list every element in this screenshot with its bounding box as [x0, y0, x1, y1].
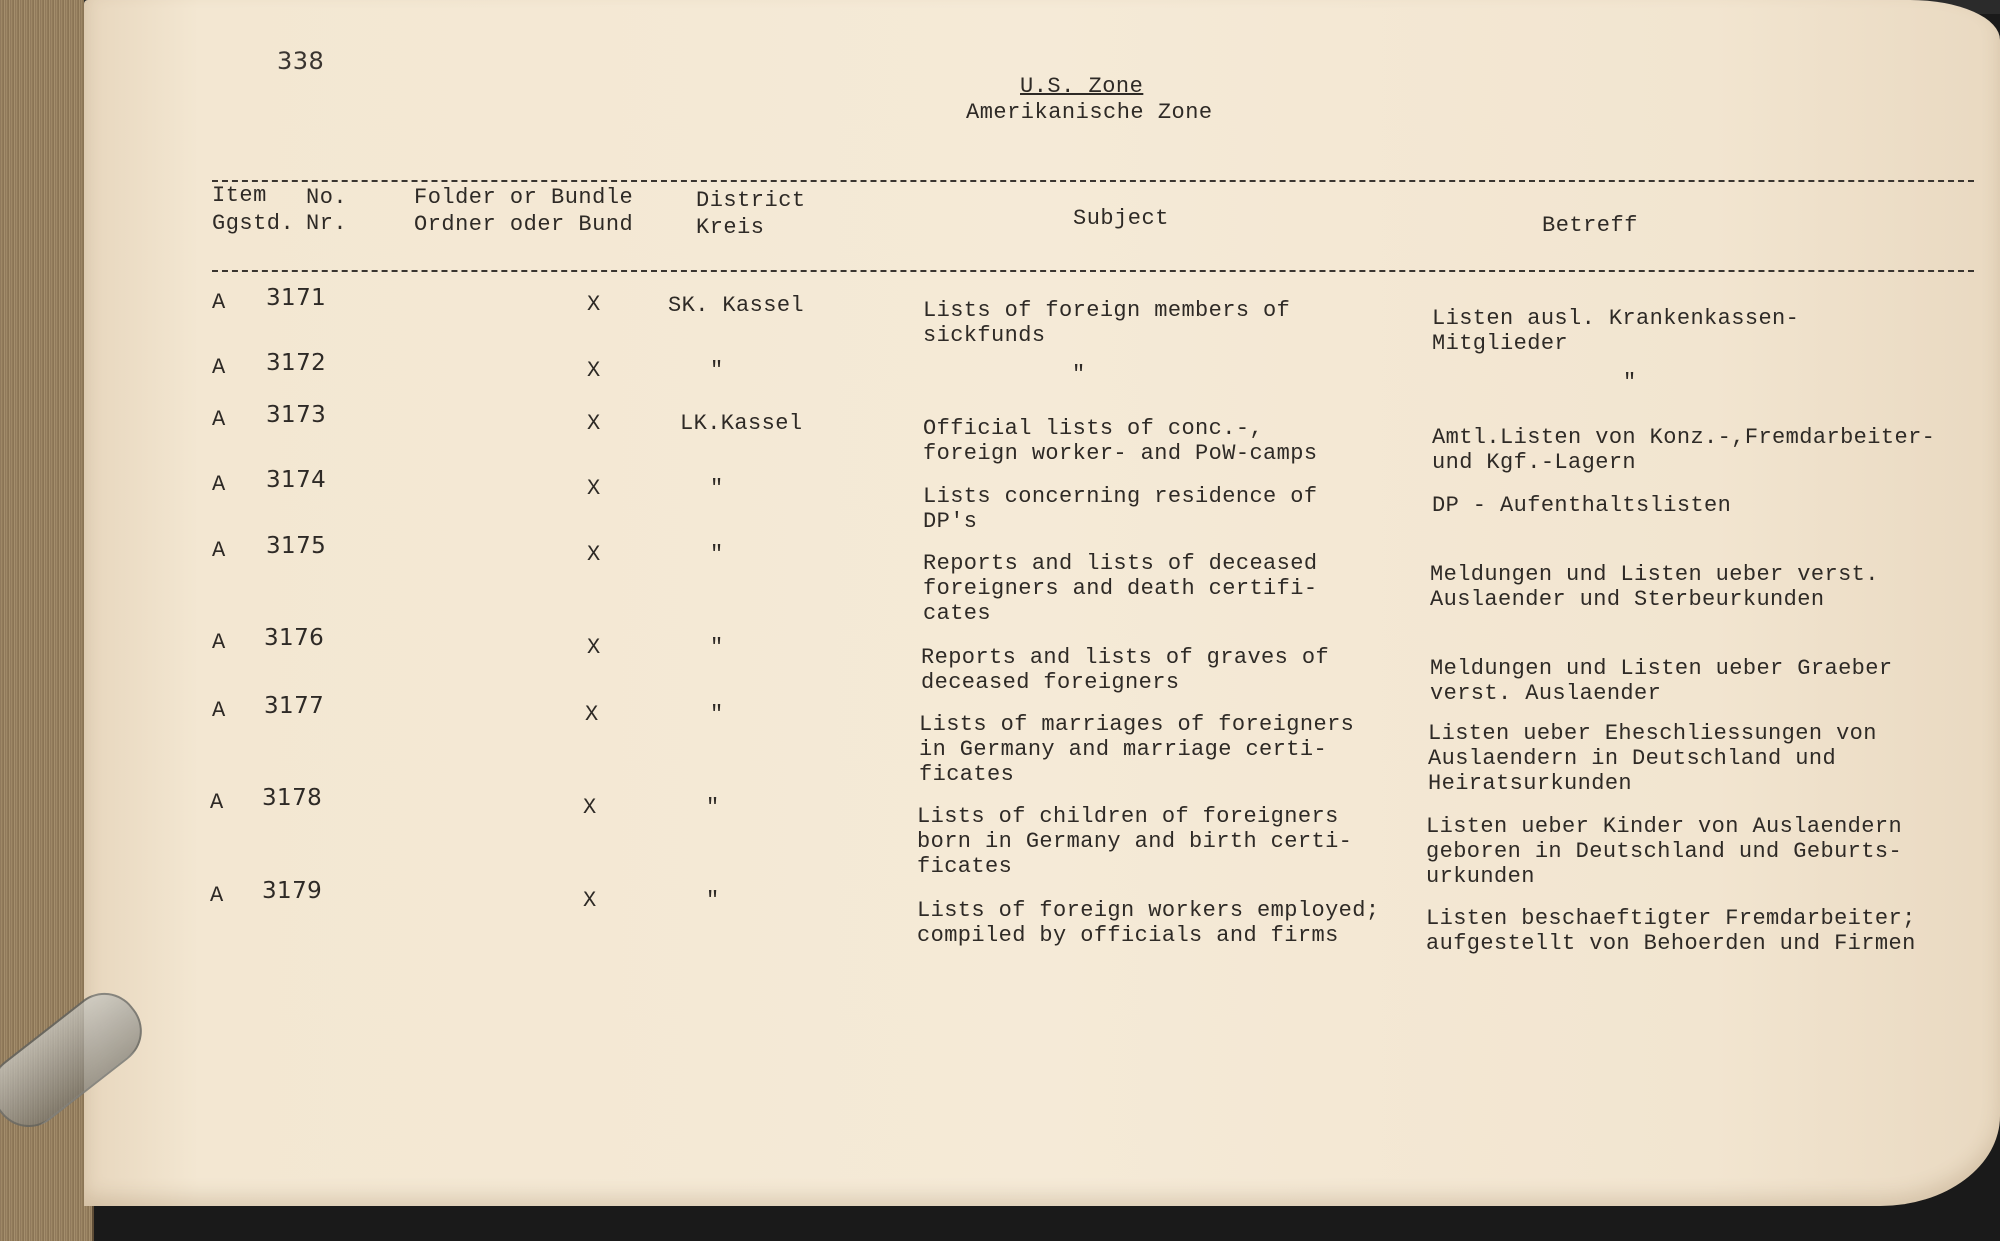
header-no-de: Nr. [306, 211, 348, 236]
page-subtitle: Amerikanische Zone [966, 100, 1213, 125]
row-3178-betreff: Listen ueber Kinder von Auslaendern geboren in Deutschland und Geburts- urkunden [1426, 814, 1903, 889]
row-3177-folder: X [585, 702, 599, 727]
row-3176-folder: X [587, 635, 601, 660]
row-3172-district: " [710, 358, 724, 383]
row-3172-folder: X [587, 358, 601, 383]
row-3178-district: " [706, 795, 720, 820]
row-3173-folder: X [587, 411, 601, 436]
page-title: U.S. Zone [1020, 74, 1144, 99]
row-3175-district: " [710, 542, 724, 567]
row-3171-betreff: Listen ausl. Krankenkassen- Mitglieder [1432, 306, 1800, 356]
header-item-en: Item [212, 183, 267, 208]
row-3175-number: 3175 [266, 533, 327, 559]
row-3176-item: A [212, 630, 226, 655]
row-3172-betreff: " [1623, 370, 1637, 395]
row-3179-district: " [706, 888, 720, 913]
row-3179-subject: Lists of foreign workers employed; compiled by officials and firms [917, 898, 1380, 948]
row-3175-item: A [212, 538, 226, 563]
row-3172-subject: " [1072, 362, 1086, 387]
row-3177-number: 3177 [264, 693, 325, 719]
row-3174-item: A [212, 472, 226, 497]
row-3179-item: A [210, 883, 224, 908]
row-3175-subject: Reports and lists of deceased foreigners and death certifi- cates [923, 551, 1318, 626]
row-3179-number: 3179 [262, 878, 323, 904]
row-3173-item: A [212, 407, 226, 432]
header-rule-top [212, 180, 1974, 182]
row-3171-district: SK. Kassel [668, 293, 805, 318]
header-no-en: No. [306, 185, 348, 210]
row-3174-folder: X [587, 476, 601, 501]
row-3177-item: A [212, 698, 226, 723]
row-3174-subject: Lists concerning residence of DP's [923, 484, 1318, 534]
header-betreff: Betreff [1542, 213, 1638, 238]
row-3175-betreff: Meldungen und Listen ueber verst. Auslaender und Sterbeurkunden [1430, 562, 1879, 612]
header-district-de: Kreis [696, 215, 765, 240]
row-3173-subject: Official lists of conc.-, foreign worker- and PoW-camps [923, 416, 1318, 466]
row-3172-item: A [212, 355, 226, 380]
row-3177-subject: Lists of marriages of foreigners in Germany and marriage certi- ficates [919, 712, 1355, 787]
row-3178-item: A [210, 790, 224, 815]
header-folder-en: Folder or Bundle [414, 185, 634, 210]
row-3171-folder: X [587, 292, 601, 317]
header-item-de: Ggstd. [212, 211, 295, 236]
row-3173-betreff: Amtl.Listen von Konz.-,Fremdarbeiter- und Kgf.-Lagern [1432, 425, 1936, 475]
row-3173-number: 3173 [266, 402, 327, 428]
row-3176-betreff: Meldungen und Listen ueber Graeber verst. Auslaender [1430, 656, 1893, 706]
row-3174-district: " [710, 476, 724, 501]
header-rule-bottom [212, 270, 1974, 272]
header-subject: Subject [1073, 206, 1169, 231]
row-3177-betreff: Listen ueber Eheschliessungen von Auslaendern in Deutschland und Heiratsurkunden [1428, 721, 1877, 796]
row-3177-district: " [710, 702, 724, 727]
header-district-en: District [696, 188, 806, 213]
row-3176-subject: Reports and lists of graves of deceased foreigners [921, 645, 1330, 695]
row-3172-number: 3172 [266, 350, 327, 376]
row-3179-folder: X [583, 888, 597, 913]
row-3171-number: 3171 [266, 285, 327, 311]
row-3178-folder: X [583, 795, 597, 820]
row-3175-folder: X [587, 542, 601, 567]
header-folder-de: Ordner oder Bund [414, 212, 634, 237]
row-3176-district: " [710, 635, 724, 660]
row-3176-number: 3176 [264, 625, 325, 651]
row-3174-betreff: DP - Aufenthaltslisten [1432, 493, 1732, 518]
row-3179-betreff: Listen beschaeftigter Fremdarbeiter; aufgestellt von Behoerden und Firmen [1426, 906, 1916, 956]
row-3178-number: 3178 [262, 785, 323, 811]
row-3174-number: 3174 [266, 467, 327, 493]
row-3171-item: A [212, 290, 226, 315]
row-3173-district: LK.Kassel [680, 411, 803, 436]
page-number: 338 [277, 47, 325, 75]
row-3178-subject: Lists of children of foreigners born in Germany and birth certi- ficates [917, 804, 1353, 879]
row-3171-subject: Lists of foreign members of sickfunds [923, 298, 1291, 348]
